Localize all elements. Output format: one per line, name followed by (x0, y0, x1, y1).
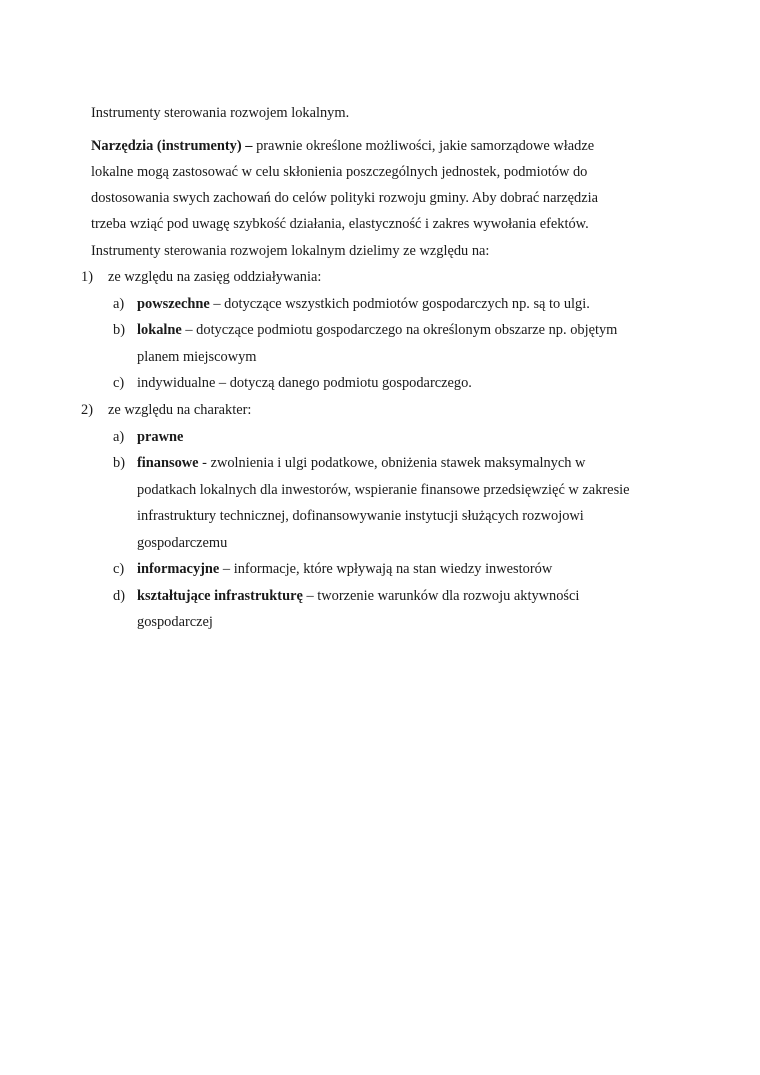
section-2-number: 2) (81, 402, 93, 418)
section-1-item-c: indywidualne – dotyczą danego podmiotu gospodarczego. (137, 375, 472, 391)
section-2-item-a-term: prawne (137, 429, 184, 445)
intro-term: Narzędzia (instrumenty) – (91, 138, 253, 154)
section-2-item-b-text: - zwolnienia i ulgi podatkowe, obniżenia stawek maksymalnych w (198, 455, 586, 471)
section-2-item-c-text: – informacje, które wpływają na stan wiedzy inwestorów (219, 561, 553, 577)
section-2-item-b-line-2: podatkach lokalnych dla inwestorów, wspieranie finansowe przedsięwzięć w zakresie (137, 482, 630, 498)
intro-line-4: trzeba wziąć pod uwagę szybkość działania, elastyczność i zakres wywołania efektów. (91, 216, 589, 232)
section-1-item-c-letter: c) (113, 375, 125, 391)
section-1-item-a-letter: a) (113, 296, 125, 312)
section-2-item-b-letter: b) (113, 455, 125, 471)
section-2-item-b (137, 454, 585, 472)
section-1-item-b-letter: b) (113, 322, 125, 338)
section-1-label: ze względu na zasięg oddziaływania: (108, 269, 322, 285)
section-1-item-b (137, 321, 617, 339)
section-2-item-b-line-3: infrastruktury technicznej, dofinansowywanie instytucji służących rozwojowi (137, 508, 584, 524)
intro-line-2: lokalne mogą zastosować w celu skłonienia poszczególnych jednostek, podmiotów do (91, 164, 588, 180)
intro-line-1-text: prawnie określone możliwości, jakie samorządowe władze (252, 138, 595, 154)
section-2-label: ze względu na charakter: (108, 402, 252, 418)
section-1-item-b-term: lokalne (137, 322, 182, 338)
intro-line-3: dostosowania swych zachowań do celów polityki rozwoju gminy. Aby dobrać narzędzia (91, 190, 598, 206)
section-2-item-c (137, 560, 552, 578)
section-1-number: 1) (81, 269, 93, 285)
section-2-item-d-text: – tworzenie warunków dla rozwoju aktywności (302, 588, 580, 604)
section-1-item-b-text: – dotyczące podmiotu gospodarczego na określonym obszarze np. objętym (181, 322, 618, 338)
section-2-item-d-letter: d) (113, 588, 125, 604)
section-2-item-c-letter: c) (113, 561, 125, 577)
intro-line-5: Instrumenty sterowania rozwojem lokalnym dzielimy ze względu na: (91, 243, 490, 259)
section-2-item-c-term: informacyjne (137, 561, 220, 577)
section-2-item-d-line-2: gospodarczej (137, 614, 213, 630)
section-1-item-a (137, 295, 590, 313)
section-2-item-b-line-4: gospodarczemu (137, 535, 228, 551)
section-2-item-a (137, 428, 183, 446)
section-1-item-a-text: – dotyczące wszystkich podmiotów gospodarczych np. są to ulgi. (209, 296, 590, 312)
section-2-item-d-term: kształtujące infrastrukturę (137, 588, 303, 604)
section-1-item-b-line-2: planem miejscowym (137, 349, 257, 365)
section-2-item-b-term: finansowe (137, 455, 199, 471)
section-2-item-a-letter: a) (113, 429, 125, 445)
document-title: Instrumenty sterowania rozwojem lokalnym. (91, 105, 350, 121)
intro-line-1 (91, 137, 594, 155)
section-1-item-a-term: powszechne (137, 296, 210, 312)
section-2-item-d (137, 587, 579, 605)
